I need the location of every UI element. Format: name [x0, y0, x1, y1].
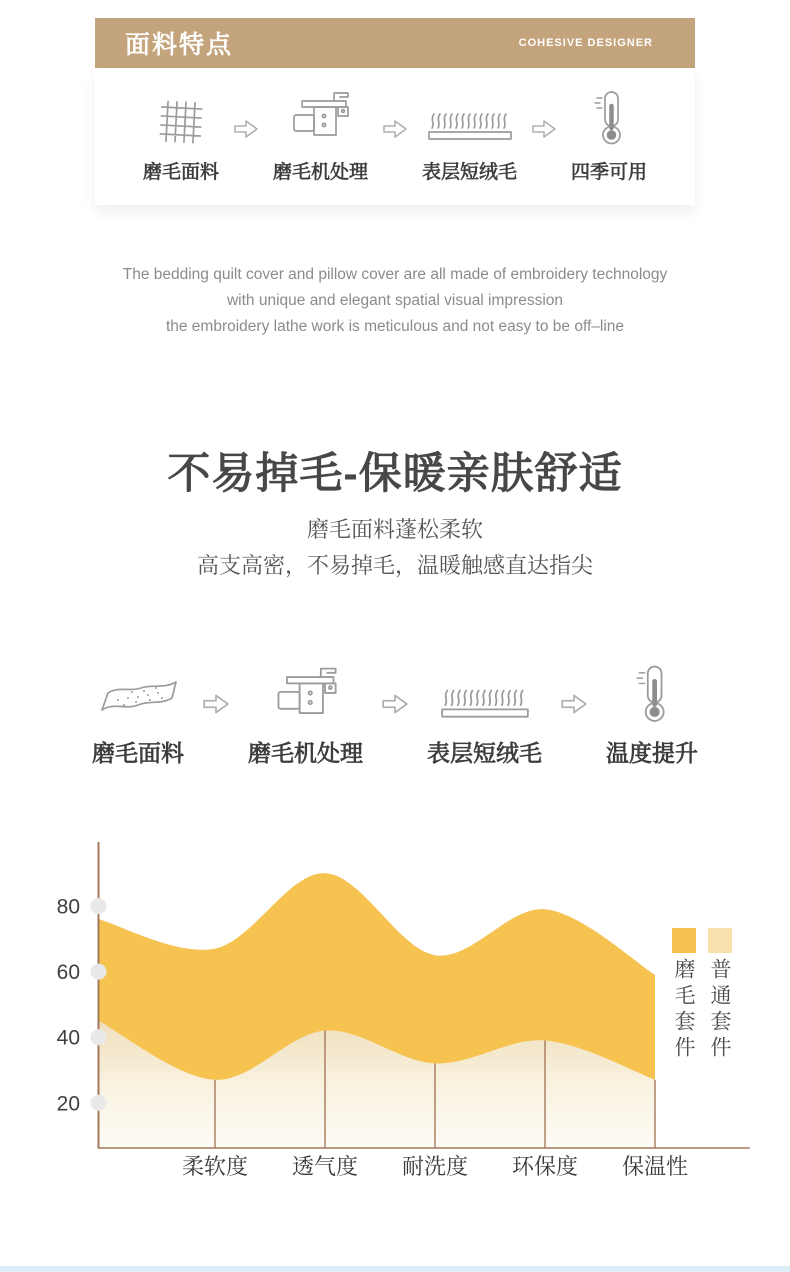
- brand-text: COHESIVE DESIGNER: [518, 37, 653, 49]
- svg-text:保温性: 保温性: [621, 1154, 689, 1179]
- arrow-right-icon: [202, 692, 230, 716]
- process-step-label: 四季可用: [571, 162, 648, 183]
- description-line: with unique and elegant spatial visual impression: [226, 292, 564, 309]
- process-row-1: [95, 86, 695, 184]
- headline-subtitle: [0, 512, 790, 584]
- english-description: [0, 262, 790, 340]
- process-step: [422, 86, 517, 184]
- fabric-sheet-icon: [94, 660, 182, 724]
- process-step-label: 磨毛面料: [142, 162, 219, 183]
- process-step: [606, 660, 698, 768]
- bottom-divider: [0, 1266, 790, 1272]
- svg-text:20: 20: [56, 1092, 80, 1116]
- headline-title: 不易掉毛-保暖亲肤舒适: [167, 450, 623, 498]
- svg-text:80: 80: [56, 895, 80, 919]
- process-step: [92, 660, 184, 768]
- process-step: [571, 86, 647, 184]
- section-title: 面料特点: [125, 31, 234, 59]
- legend-label-brushed: 磨毛套件: [672, 958, 695, 1062]
- description-line: the embroidery lathe work is meticulous and not easy to be off–line: [165, 318, 625, 335]
- process-step: [143, 86, 219, 184]
- arrow-right-icon: [381, 692, 409, 716]
- process-step-label: 表层短绒毛: [427, 740, 542, 766]
- process-step-label: 表层短绒毛: [422, 162, 518, 183]
- arrow-right-icon: [560, 692, 588, 716]
- process-row-2: [45, 660, 745, 768]
- brushing-machine-icon: [270, 660, 342, 724]
- legend-swatch-brushed: [672, 928, 696, 953]
- section-header-bar: [95, 18, 695, 68]
- subtitle-line: 磨毛面料蓬松柔软: [306, 517, 483, 542]
- short-fleece-icon: [439, 660, 531, 724]
- process-step-label: 磨毛机处理: [272, 162, 368, 183]
- legend-swatch-ordinary: [708, 928, 732, 953]
- subtitle-line: 高支高密，不易掉毛，温暖触感直达指尖: [196, 553, 593, 578]
- process-step-label: 磨毛面料: [92, 740, 184, 766]
- svg-text:环保度: 环保度: [511, 1154, 579, 1179]
- svg-text:40: 40: [56, 1026, 80, 1050]
- brushing-machine-icon: [286, 86, 354, 146]
- arrow-right-icon: [382, 118, 408, 140]
- thermometer-icon: [633, 660, 671, 724]
- process-step: [273, 86, 368, 184]
- svg-text:耐洗度: 耐洗度: [401, 1154, 469, 1179]
- legend-label-ordinary: 普通套件: [708, 958, 731, 1062]
- svg-text:柔软度: 柔软度: [181, 1154, 249, 1179]
- arrow-right-icon: [531, 118, 557, 140]
- process-step-label: 磨毛机处理: [248, 740, 363, 766]
- short-fleece-icon: [426, 86, 514, 146]
- svg-text:60: 60: [56, 961, 80, 985]
- description-line: The bedding quilt cover and pillow cover are all made of embroidery technology: [122, 266, 668, 283]
- process-step: [427, 660, 542, 768]
- arrow-right-icon: [233, 118, 259, 140]
- grid-fabric-icon: [157, 86, 205, 146]
- svg-text:透气度: 透气度: [291, 1154, 359, 1179]
- process-step-label: 温度提升: [606, 740, 698, 766]
- thermometer-icon: [591, 86, 627, 146]
- process-step: [248, 660, 363, 768]
